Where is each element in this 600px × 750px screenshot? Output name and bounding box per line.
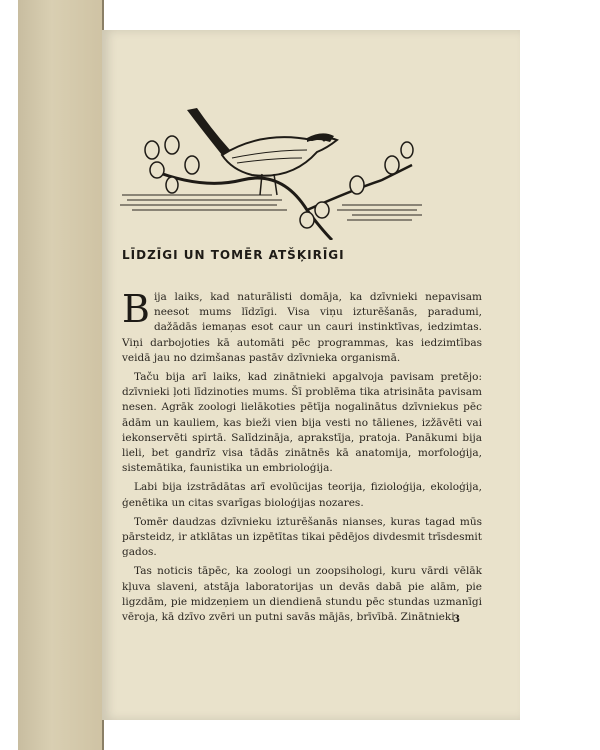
page-number: 3 [453, 614, 460, 625]
drop-cap: B [122, 287, 150, 331]
chapter-body [122, 287, 482, 629]
paragraph: Taču bija arī laiks, kad zinātnieki apgalvoja pavisam pretējo: dzīvnieki ļoti līdzinoties mums. Šī problēma tika atrisināta pavisam nesen. Agrāk zoologi lielākoties pētīja nogalinātus dzīvniekus pēc ādām un kauliem, kas bieži vien bija vesti no tālienes, izžāvēti vai iekonservēti spirtā. Salīdzināja, aprakstīja, pratoja. Panākumi bija lieli, bet gandrīz visa tādās zinātnēs kā anatomija, morfoloģija, sistemātika, faunistika un embrioloģija. [122, 371, 482, 475]
paragraph: Tas noticis tāpēc, ka zoologi un zoopsihologi, kuru vārdi vēlāk kļuva slaveni, atstāja laboratorijas un devās dabā pie alām, pie ligzdām, pie midzeņiem un diendienā stundu pēc stundas uzmanīgi vēroja, kā dzīvo zvēri un putni savās mājās, brīvībā. Zinātnieki [122, 565, 482, 624]
paragraph: Bija laiks, kad naturālisti domāja, ka dzīvnieki nepavisam neesot mums līdzīgi. Visa viņu izturēšanās, paradumi, dažādās iemaņas esot caur un cauri instinktīvas, iedzimtas. Viņi darbojoties kā automāti pēc programmas, kas iedzimtības veidā jau no dzimšanas pastāv dzīvnieka organismā. [122, 287, 482, 364]
paragraph: Tomēr daudzas dzīvnieku izturēšanās nianses, kuras tagad mūs pārsteidz, ir atklātas un izpētītas tikai pēdējos divdesmit trīsdesmit gados. [122, 515, 482, 559]
paragraph: Labi bija izstrādātas arī evolūcijas teorija, fizioloģija, ekoloģija, ģenētika un citas svarīgas bioloģijas nozares. [122, 481, 482, 509]
book-spine [18, 0, 104, 750]
book-page [102, 30, 520, 720]
chapter-title: LĪDZĪGI UN TOMĒR ATŠĶIRĪGI [122, 248, 345, 262]
bird-illustration [112, 70, 442, 240]
